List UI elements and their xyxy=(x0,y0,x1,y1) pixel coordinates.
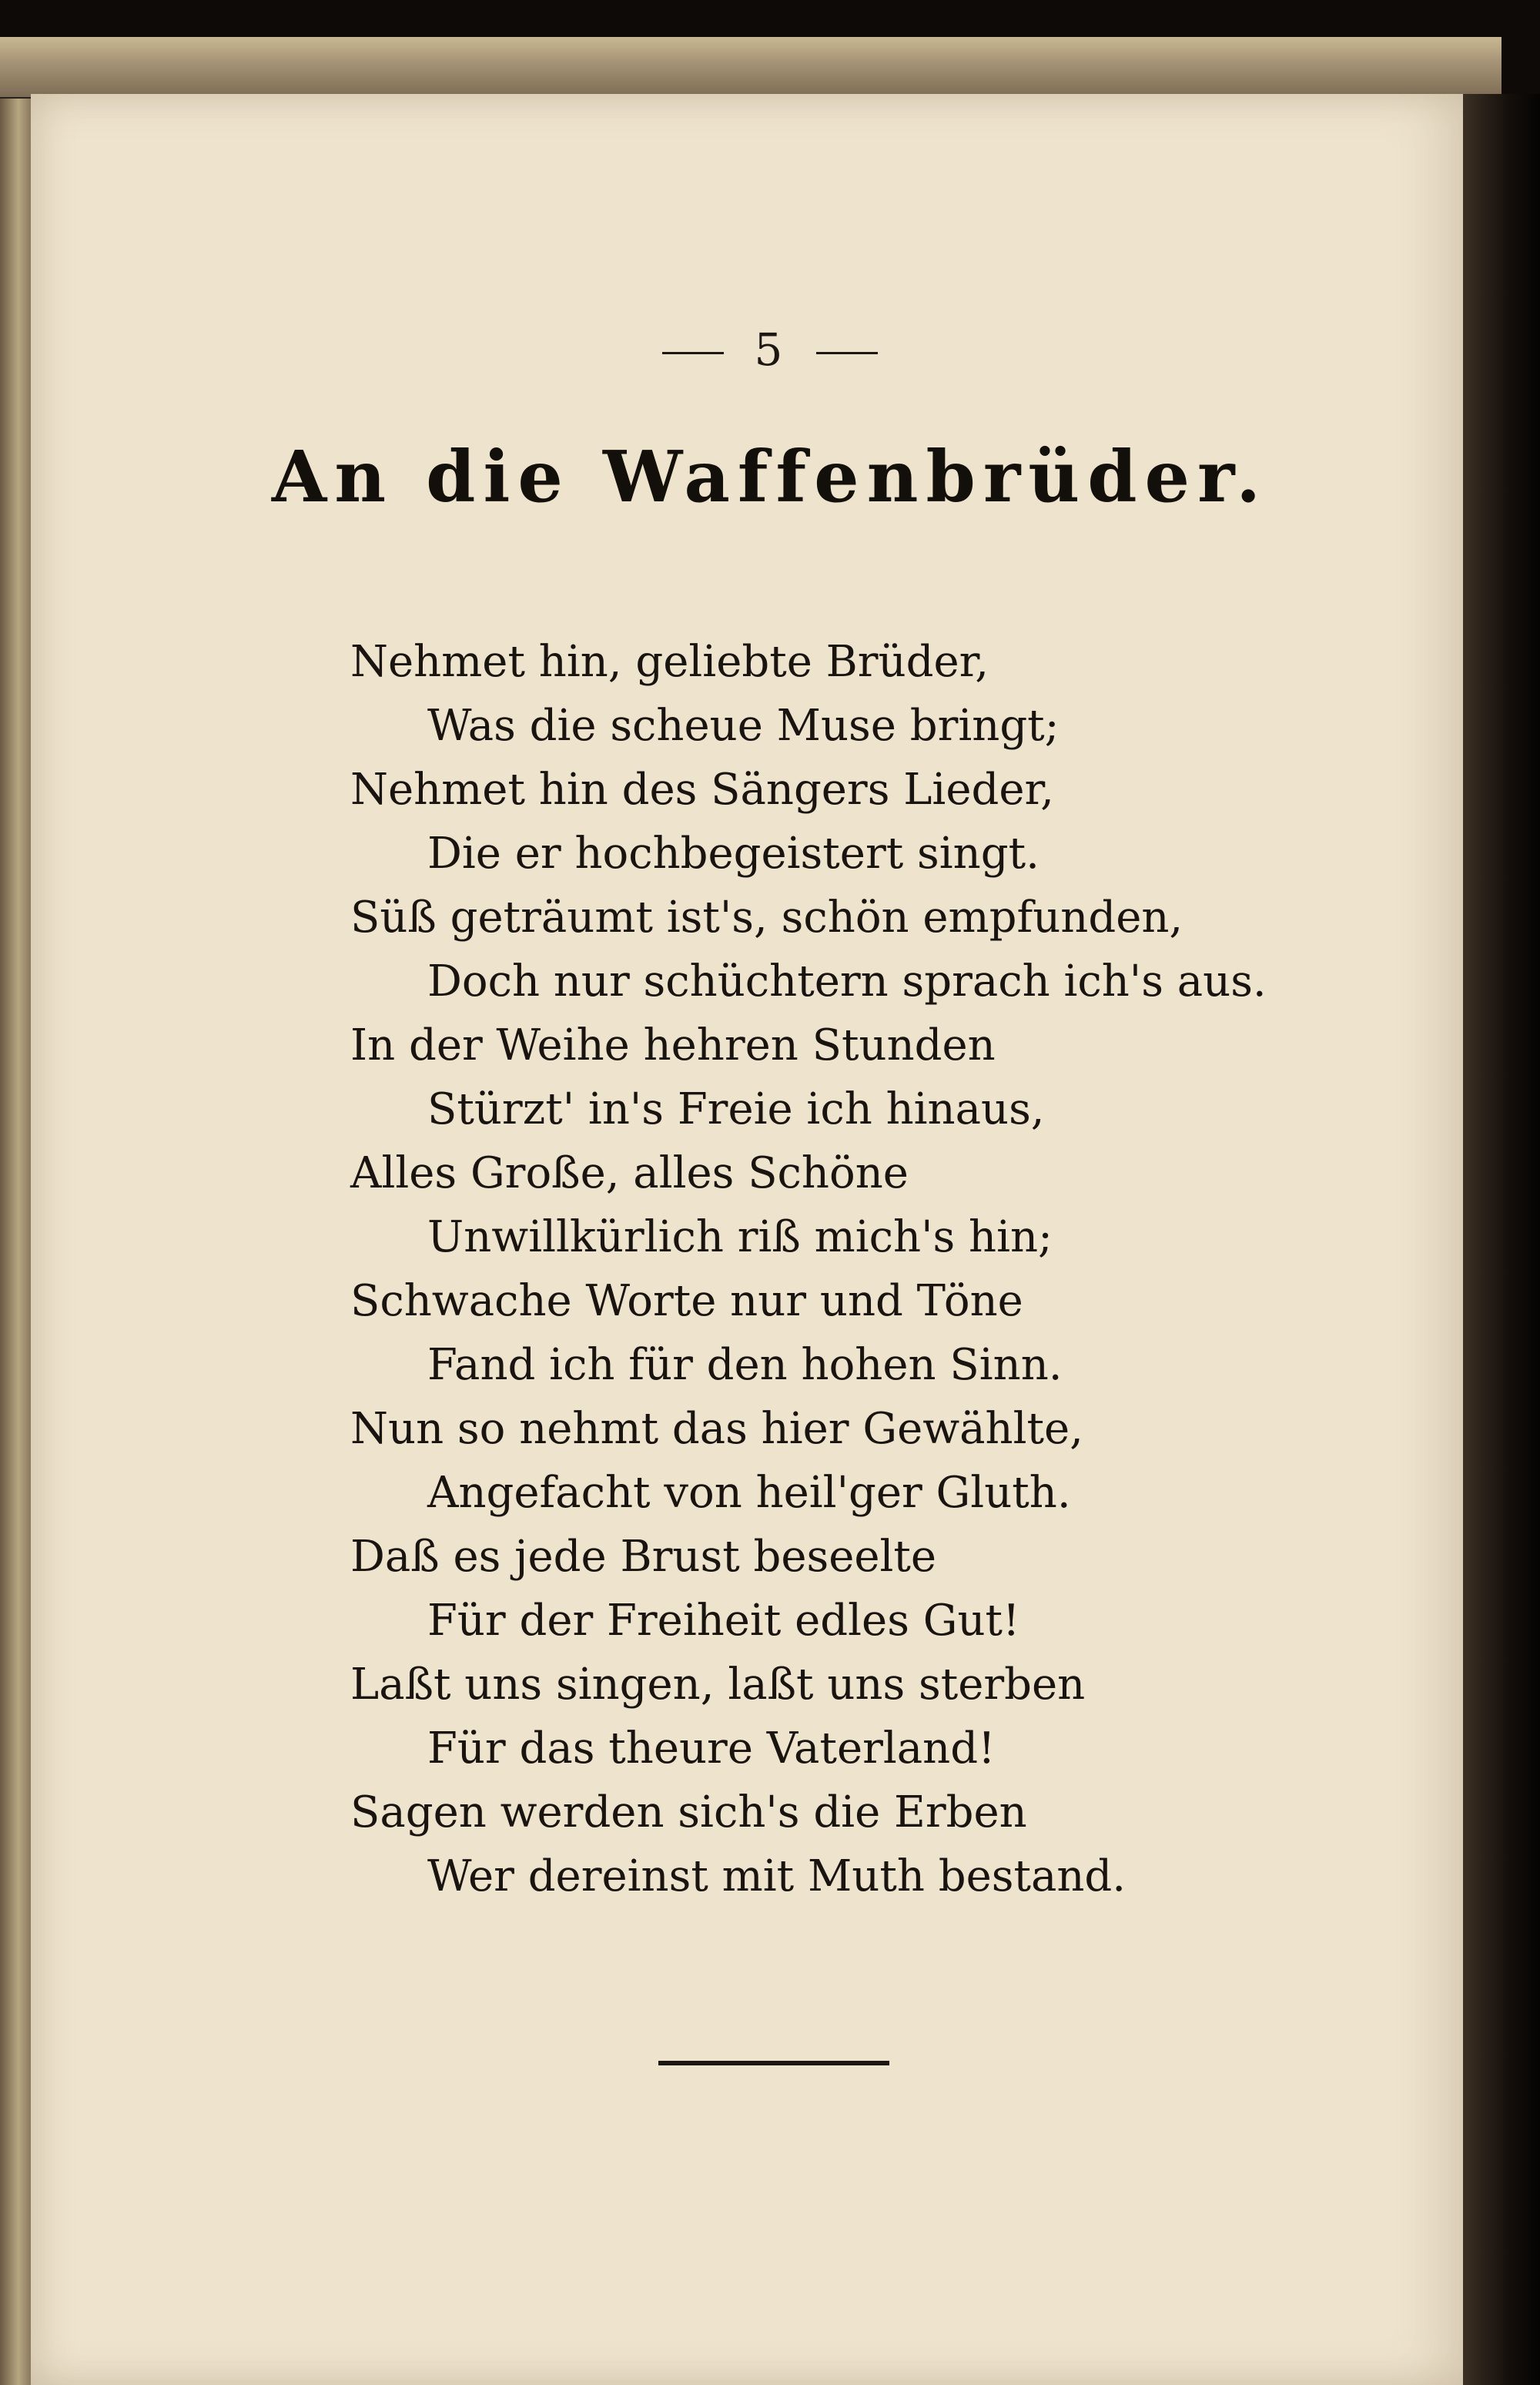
poem-line: Nehmet hin des Sängers Lieder, xyxy=(350,765,1054,815)
poem-line: Doch nur schüchtern sprach ich's aus. xyxy=(427,956,1267,1007)
book-top-edge xyxy=(0,37,1502,100)
poem-line: Für das theure Vaterland! xyxy=(427,1723,996,1774)
page-number-dash-left xyxy=(662,352,724,354)
poem-line: Sagen werden sich's die Erben xyxy=(350,1787,1027,1837)
poem-line: Schwache Worte nur und Töne xyxy=(350,1276,1023,1326)
poem-text xyxy=(350,630,1351,1908)
poem-title: An die Waffenbrüder. xyxy=(271,435,1269,518)
poem-line: Was die scheue Muse bringt; xyxy=(427,701,1060,751)
poem-line: Süß geträumt ist's, schön empfunden, xyxy=(350,893,1183,943)
poem-line: Angefacht von heil'ger Gluth. xyxy=(427,1468,1071,1518)
poem-line: Wer dereinst mit Muth bestand. xyxy=(427,1851,1127,1901)
poem-line: Daß es jede Brust beseelte xyxy=(350,1532,937,1582)
page-number-value: 5 xyxy=(754,323,786,376)
poem-line: Nehmet hin, geliebte Brüder, xyxy=(350,637,989,687)
poem-line: In der Weihe hehren Stunden xyxy=(350,1020,996,1070)
poem-line: Für der Freiheit edles Gut! xyxy=(427,1596,1020,1646)
poem-line: Nun so nehmt das hier Gewählte, xyxy=(350,1404,1083,1454)
poem-line: Die er hochbegeistert singt. xyxy=(427,829,1040,879)
end-rule xyxy=(658,2061,889,2065)
poem-line: Alles Große, alles Schöne xyxy=(350,1148,909,1198)
page-number xyxy=(0,323,1540,376)
poem-line: Stürzt' in's Freie ich hinaus, xyxy=(427,1084,1045,1134)
poem-line: Laßt uns singen, laßt uns sterben xyxy=(350,1660,1086,1710)
poem-line: Fand ich für den hohen Sinn. xyxy=(427,1340,1063,1390)
poem-line: Unwillkürlich riß mich's hin; xyxy=(427,1212,1053,1262)
page-number-dash-right xyxy=(816,352,878,354)
